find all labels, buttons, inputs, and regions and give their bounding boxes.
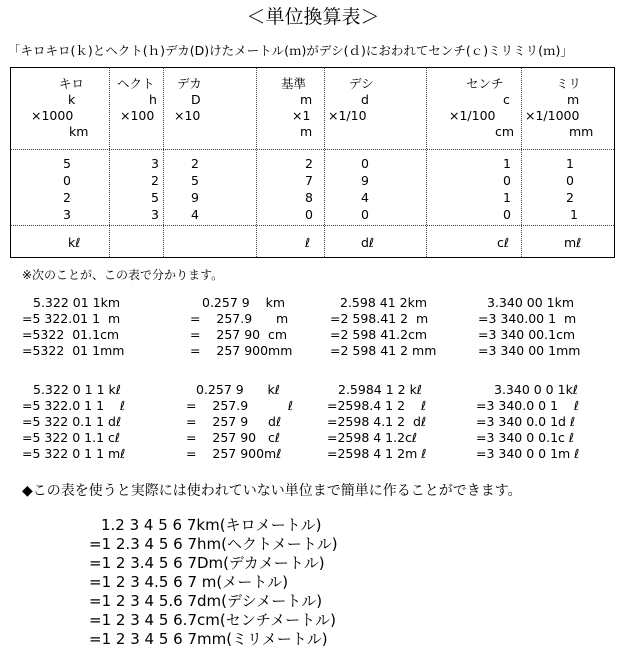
example-line: =1 2 3 4.5 6 7 m(メートル) <box>89 573 289 591</box>
example-line: 1.2 3 4 5 6 7km(キロメートル) <box>101 516 322 534</box>
digit: 2 <box>305 156 313 171</box>
unit-name: デシ <box>349 76 374 91</box>
example-line: =3 340 00.1cm <box>478 327 576 342</box>
table-divider <box>11 149 614 150</box>
liter-unit: cℓ <box>497 235 510 250</box>
digit: 2 <box>191 156 199 171</box>
table-divider <box>163 68 164 257</box>
digit: 0 <box>361 156 369 171</box>
example-line: =2598 4 1.2cℓ <box>327 430 418 445</box>
example-line: 0.257 9 km <box>202 295 286 310</box>
example-line: = 257.9 ℓ <box>186 398 294 413</box>
unit-symbol: k <box>68 92 76 107</box>
unit-factor: ×100 <box>120 108 155 123</box>
liter-unit: mℓ <box>564 235 582 250</box>
example-line: =3 340 0 0 1m ℓ <box>476 446 580 461</box>
digit: 0 <box>305 207 313 222</box>
example-line: =1 2 3 4 5 6 7mm(ミリメートル) <box>89 630 328 648</box>
example-line: =5 322 0 1.1 cℓ <box>22 430 121 445</box>
unit-factor: ×1000 <box>31 108 74 123</box>
digit: 9 <box>191 190 199 205</box>
digit: 2 <box>151 173 159 188</box>
example-line: =3 340 0 0.1c ℓ <box>476 430 575 445</box>
unit-symbol: m <box>567 92 580 107</box>
example-line: =5 322 0 1 1 mℓ <box>22 446 126 461</box>
example-line: 0.257 9 kℓ <box>196 382 280 397</box>
digit: 3 <box>63 207 71 222</box>
unit-name: デカ <box>177 76 202 91</box>
example-line: = 257 9 dℓ <box>186 414 282 429</box>
example-line: =2598 4.1 2 dℓ <box>327 414 427 429</box>
table-divider <box>256 68 257 257</box>
unit-name: ミリ <box>556 76 582 91</box>
table-divider <box>324 68 325 257</box>
unit-name: センチ <box>466 76 504 91</box>
example-line: = 257 90 cℓ <box>186 430 281 445</box>
unit-label: km <box>69 124 89 139</box>
unit-label: cm <box>495 124 515 139</box>
example-line: =5322 01.1cm <box>22 327 120 342</box>
unit-factor: ×1/1000 <box>525 108 580 123</box>
digit: 5 <box>191 173 199 188</box>
example-line: 5.322 01 1km <box>33 295 121 310</box>
digit: 1 <box>570 207 578 222</box>
example-line: =5 322.0 1 1 ℓ <box>22 398 126 413</box>
unit-symbol: c <box>503 92 510 107</box>
digit: 9 <box>361 173 369 188</box>
table-divider <box>426 68 427 257</box>
digit: 3 <box>151 156 159 171</box>
unit-symbol: m <box>300 92 313 107</box>
unit-factor: ×10 <box>174 108 201 123</box>
digit: 2 <box>63 190 71 205</box>
example-line: 5.322 0 1 1 kℓ <box>33 382 121 397</box>
unit-symbol: d <box>361 92 369 107</box>
liter-unit: kℓ <box>68 235 81 250</box>
unit-label: mm <box>569 124 594 139</box>
example-line: =1 2 3.4 5 6 7Dm(デカメートル) <box>89 554 325 572</box>
example-line: 2.5984 1 2 kℓ <box>338 382 422 397</box>
digit: 4 <box>361 190 369 205</box>
unit-name: キロ <box>59 76 85 91</box>
example-line: =2 598.41 2 m <box>330 311 429 326</box>
example-line: =3 340 00 1mm <box>478 343 581 358</box>
example-line: =5 322 0.1 1 dℓ <box>22 414 122 429</box>
example-line: =5322 01 1mm <box>22 343 125 358</box>
unit-label: m <box>300 124 313 139</box>
mnemonic-subtitle: 「キロキロ(ｋ)とヘクト(ｈ)デカ(D)けたメートル(ｍ)がデシ(ｄ)におわれてセンチ(ｃ)ミリミリ(ｍ)」 <box>8 43 573 58</box>
example-line: = 257 90 cm <box>190 327 288 342</box>
example-line: =3 340.0 0 1 ℓ <box>476 398 580 413</box>
digit: 5 <box>63 156 71 171</box>
unit-symbol: D <box>191 92 201 107</box>
digit: 0 <box>503 173 511 188</box>
example-line: = 257 900mm <box>190 343 293 358</box>
digit: 1 <box>503 190 511 205</box>
example-line: =3 340.00 1 m <box>478 311 577 326</box>
unit-symbol: h <box>149 92 157 107</box>
page-title: ＜単位換算表＞ <box>246 6 380 28</box>
unit-factor: ×1/10 <box>328 108 367 123</box>
digit: 0 <box>566 173 574 188</box>
digit: 2 <box>566 190 574 205</box>
digit: 8 <box>305 190 313 205</box>
example-line: =5 322.01 1 m <box>22 311 121 326</box>
liter-unit: ℓ <box>305 235 311 250</box>
unit-conversion-table <box>10 67 615 258</box>
example-line: 2.598 41 2km <box>340 295 428 310</box>
digit: 1 <box>503 156 511 171</box>
unit-name: 基準 <box>281 76 307 91</box>
note-text: ※次のことが、この表で分かります。 <box>22 268 224 282</box>
digit: 5 <box>151 190 159 205</box>
digit: 7 <box>305 173 313 188</box>
example-line: =2598 4 1 2m ℓ <box>327 446 427 461</box>
example-line: =3 340 0.0 1d ℓ <box>476 414 576 429</box>
example-line: =2 598 41.2cm <box>330 327 428 342</box>
bullet-note: ◆この表を使うと実際には使われていない単位まで簡単に作ることができます。 <box>22 483 522 499</box>
example-line: 3.340 0 0 1kℓ <box>494 382 578 397</box>
table-divider <box>11 225 614 226</box>
example-line: =1 2 3 4 5 6.7cm(センチメートル) <box>89 611 336 629</box>
example-line: =2598.4 1 2 ℓ <box>327 398 427 413</box>
digit: 4 <box>191 207 199 222</box>
unit-name: ヘクト <box>117 76 155 91</box>
digit: 0 <box>63 173 71 188</box>
unit-factor: ×1/100 <box>449 108 496 123</box>
digit: 1 <box>566 156 574 171</box>
example-line: =1 2 3 4 5.6 7dm(デシメートル) <box>89 592 323 610</box>
example-line: =2 598 41 2 mm <box>330 343 437 358</box>
digit: 3 <box>151 207 159 222</box>
table-divider <box>521 68 522 257</box>
liter-unit: dℓ <box>361 235 375 250</box>
digit: 0 <box>503 207 511 222</box>
unit-factor: ×1 <box>292 108 311 123</box>
example-line: =1 2.3 4 5 6 7hm(ヘクトメートル) <box>89 535 338 553</box>
table-divider <box>109 68 110 257</box>
example-line: = 257 900mℓ <box>186 446 282 461</box>
example-line: 3.340 00 1km <box>487 295 575 310</box>
example-line: = 257.9 m <box>190 311 289 326</box>
digit: 0 <box>361 207 369 222</box>
